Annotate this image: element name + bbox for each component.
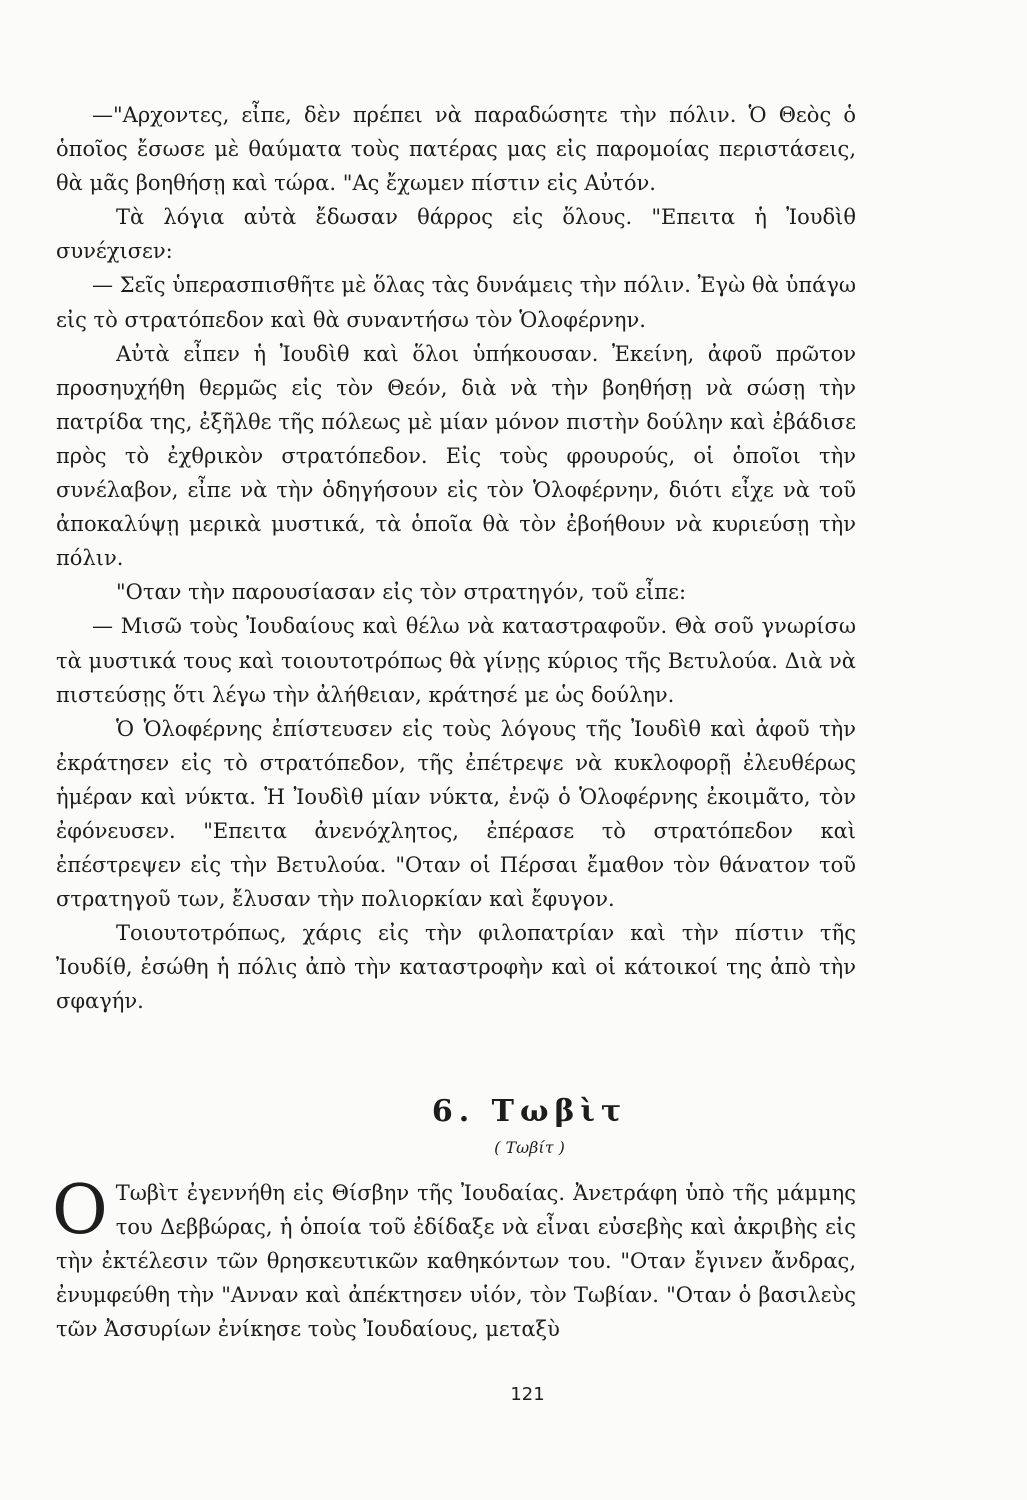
paragraph-judith-speech: — Μισῶ τοὺς Ἰουδαίους καὶ θέλω νὰ καταστραφοῦν. Θὰ σοῦ γνωρίσω τὰ μυστικά τους καὶ τοιουτοτρόπως θὰ γίνῃς κύριος τῆς Βετυλούα. Διὰ νὰ πιστεύσῃς ὅτι λέγω τὴν ἀλήθειαν, κράτησέ με ὡς δούλην. bbox=[56, 614, 856, 707]
chapter-first-paragraph-text: Τωβὶτ ἐγεννήθη εἰς Θίσβην τῆς Ἰουδαίας. Ἀνετράφη ὑπὸ τῆς μάμμης του Δεββώρας, ἡ ὁποία τοῦ ἐδίδαξε νὰ εἶναι εὐσεβὴς καὶ ἀκριβὴς εἰς τὴν ἐκτέλεσιν τῶν θρησκευτικῶν καθηκόντων του. "Οταν ἔγινεν ἄνδρας, ἐνυμφεύθη τὴν "Ανναν καὶ ἀπέκτησεν υἱόν, τὸν Τωβίαν. "Οταν ὁ βασιλεὺς τῶν Ἀσσυρίων ἐνίκησε τοὺς Ἰουδαίους, μεταξὺ bbox=[56, 1181, 856, 1342]
paragraph-city-saved: Τοιουτοτρόπως, χάρις εἰς τὴν φιλοπατρίαν καὶ τὴν πίστιν τῆς Ἰουδίθ, ἐσώθη ἡ πόλις ἀπὸ τὴν καταστροφὴν καὶ οἱ κάτοικοί της ἀπὸ τὴν σφαγήν. bbox=[56, 921, 856, 1014]
paragraph-presented-general: "Οταν τὴν παρουσίασαν εἰς τὸν στρατηγόν, τοῦ εἶπε: bbox=[116, 580, 687, 605]
chapter-heading: 6. Τωβὶτ bbox=[431, 1094, 628, 1129]
paragraph-defend-city: — Σεῖς ὑπερασπισθῆτε μὲ ὅλας τὰς δυνάμεις τὴν πόλιν. Ἐγὼ θὰ ὑπάγω εἰς τὸ στρατόπεδον καὶ θὰ συναντήσω τὸν Ὁλοφέρνην. bbox=[56, 273, 856, 332]
chapter-body bbox=[52, 1171, 856, 1346]
paragraph-judith-departs: Αὐτὰ εἶπεν ἡ Ἰουδὶθ καὶ ὅλοι ὑπήκουσαν. Ἐκείνη, ἀφοῦ πρῶτον προσηυχήθη θερμῶς εἰς τὸν Θεόν, διὰ νὰ τὴν βοηθήσῃ νὰ σώσῃ τὴν πατρίδα της, ἐξῆλθε τῆς πόλεως μὲ μίαν μόνον πιστὴν δούλην καὶ ἐβάδισε πρὸς τὸ ἐχθρικὸν στρατόπεδον. Εἰς τοὺς φρουρούς, οἱ ὁποῖοι τὴν συνέλαβον, εἶπε νὰ τὴν ὁδηγήσουν εἰς τὸν Ὁλοφέρνην, διότι εἶχε νὰ τοῦ ἀποκαλύψῃ μερικὰ μυστικά, τὰ ὁποῖα θὰ τὸν ἐβοήθουν νὰ κυριεύσῃ τὴν πόλιν. bbox=[56, 341, 856, 571]
body-text bbox=[56, 98, 856, 1019]
paragraph-holofernes-slain: Ὁ Ὁλοφέρνης ἐπίστευσεν εἰς τοὺς λόγους τῆς Ἰουδὶθ καὶ ἀφοῦ τὴν ἐκράτησεν εἰς τὸ στρατόπεδον, τῆς ἐπέτρεψε νὰ κυκλοφορῇ ἐλευθέρως ἡμέραν καὶ νύκτα. Ἡ Ἰουδὶθ μίαν νύκτα, ἐνῷ ὁ Ὁλοφέρνης ἐκοιμᾶτο, τὸν ἐφόνευσεν. "Επειτα ἀνενόχλητος, ἐπέρασε τὸ στρατόπεδον καὶ ἐπέστρεψεν εἰς τὴν Βετυλούα. "Οταν οἱ Πέρσαι ἔμαθον τὸν θάνατον τοῦ στρατηγοῦ των, ἔλυσαν τὴν πολιορκίαν καὶ ἔφυγον. bbox=[56, 716, 856, 912]
chapter-first-paragraph bbox=[52, 1171, 856, 1346]
page-number: 121 bbox=[510, 1384, 545, 1405]
drop-cap: Ο bbox=[52, 1171, 108, 1250]
paragraph-archontes-speech: —"Αρχοντες, εἶπε, δὲν πρέπει νὰ παραδώσητε τὴν πόλιν. Ὁ Θεὸς ὁ ὁποῖος ἔσωσε μὲ θαύματα τοὺς πατέρας μας εἰς παρομοίας περιστάσεις, θὰ μᾶς βοηθήσῃ καὶ τώρα. "Ας ἔχωμεν πίστιν εἰς Αὐτόν. bbox=[56, 103, 856, 196]
paragraph-words-courage: Τὰ λόγια αὐτὰ ἔδωσαν θάρρος εἰς ὅλους. "Επειτα ἡ Ἰουδὶθ συνέχισεν: bbox=[56, 205, 856, 264]
chapter-subheading: ( Τωβίτ ) bbox=[494, 1138, 565, 1157]
